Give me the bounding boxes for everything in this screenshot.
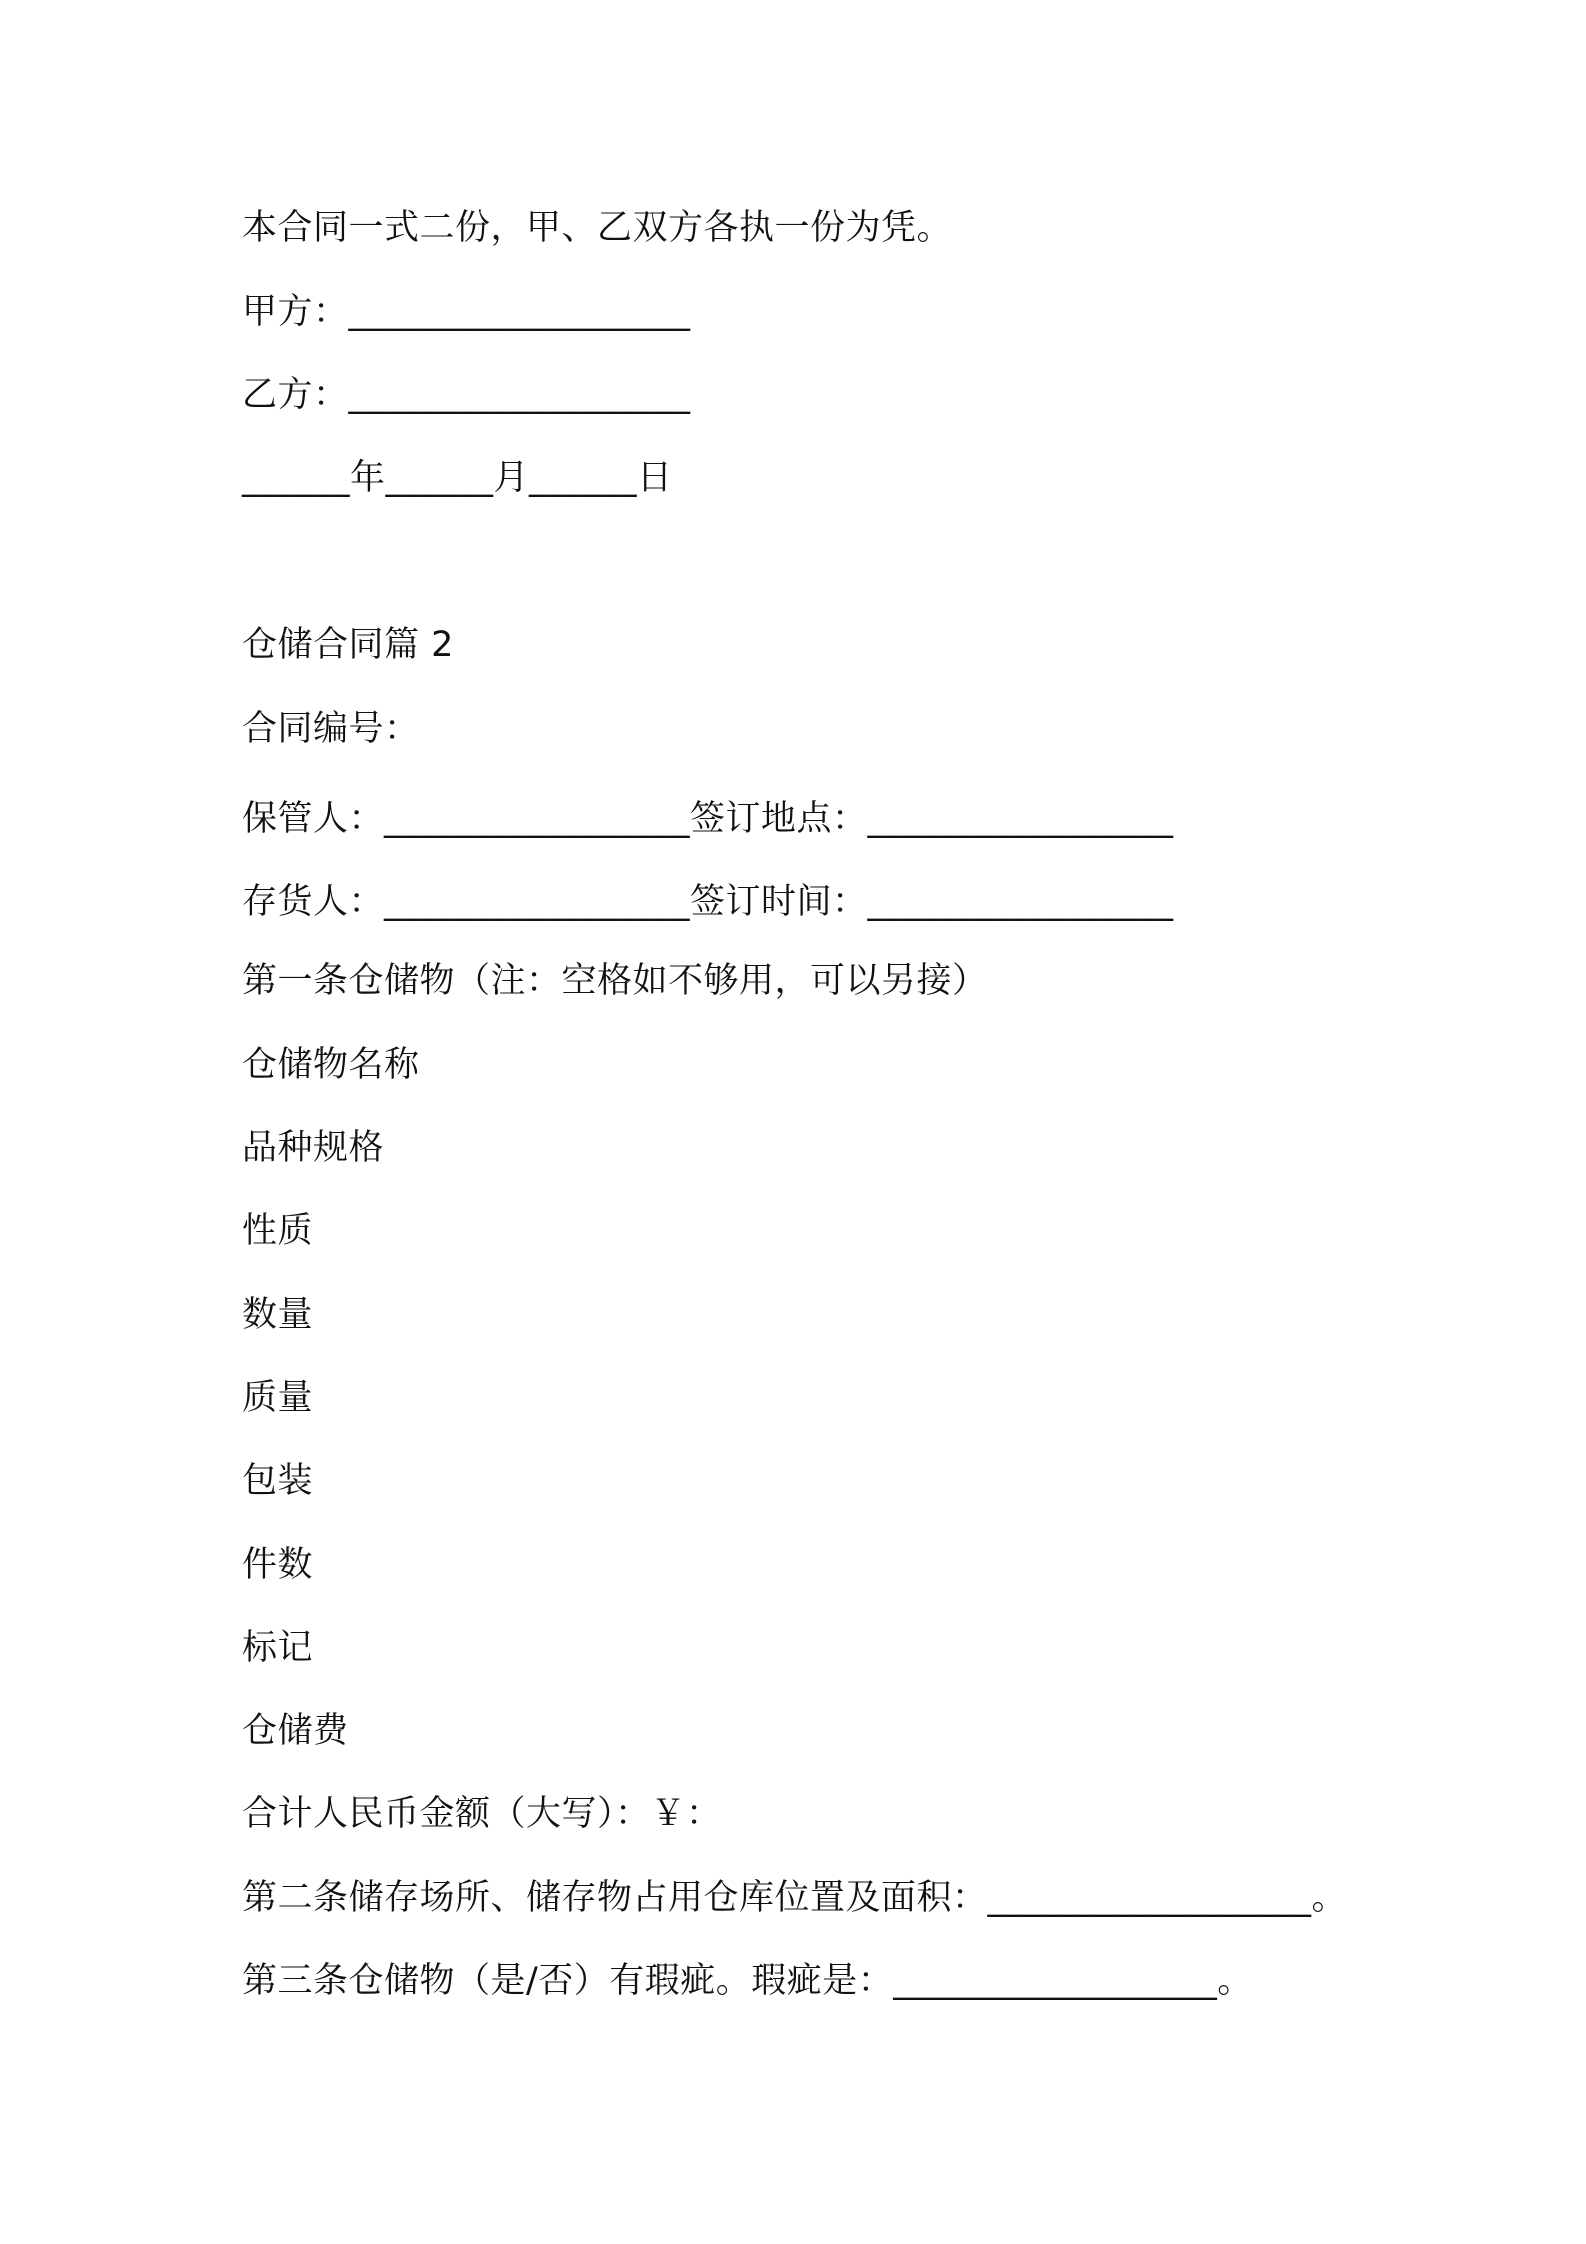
date-line: ______年______月______日 [242,458,673,498]
total-amount: 合计人民币金额（大写）：￥： [242,1794,722,1834]
item-pieces: 件数 [242,1545,314,1585]
item-nature: 性质 [242,1211,314,1251]
item-quantity: 数量 [242,1295,314,1335]
article-1: 第一条仓储物（注：空格如不够用，可以另接） [242,961,988,1001]
article-2: 第二条储存场所、储存物占用仓库位置及面积：__________________。 [242,1878,1348,1918]
article-3: 第三条仓储物（是/否）有瑕疵。瑕疵是：__________________。 [242,1961,1253,2001]
contract-number: 合同编号： [242,709,420,749]
item-packaging: 包装 [242,1461,314,1501]
custodian-line: 保管人：_________________签订地点：_________________ [242,799,1174,839]
party-a-line: 甲方：___________________ [242,292,691,332]
item-name: 仓储物名称 [242,1045,420,1085]
item-mark: 标记 [242,1628,314,1668]
closing-clause: 本合同一式二份，甲、乙双方各执一份为凭。 [242,208,953,248]
party-b-line: 乙方：___________________ [242,375,691,415]
item-quality: 质量 [242,1378,314,1418]
section-title: 仓储合同篇 2 [242,625,454,665]
depositor-line: 存货人：_________________签订时间：_________________ [242,882,1174,922]
storage-fee: 仓储费 [242,1711,349,1751]
item-spec: 品种规格 [242,1128,385,1168]
